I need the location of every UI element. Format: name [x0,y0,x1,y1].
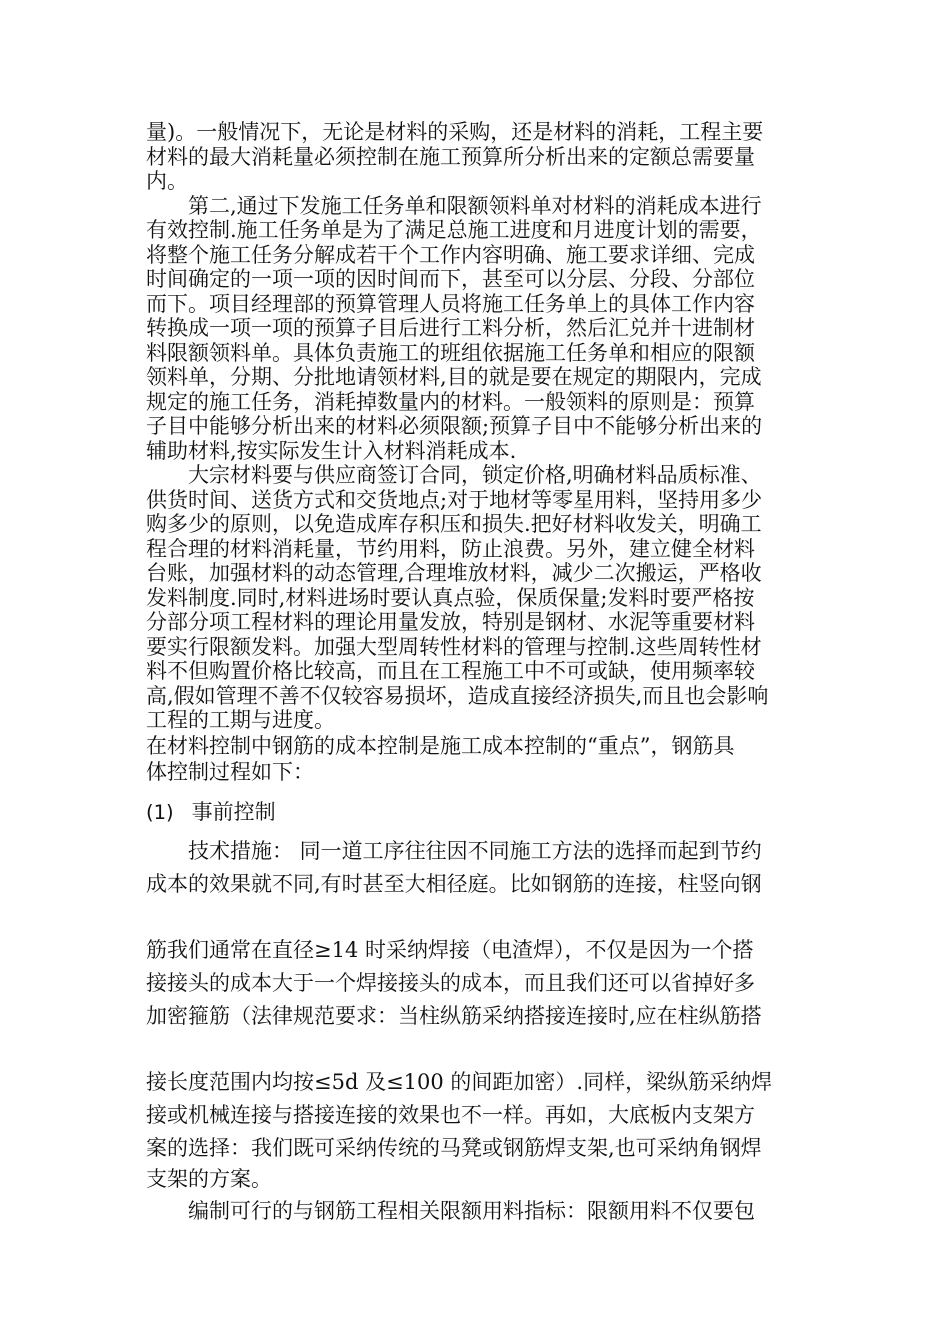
paragraph-task-order [146,194,806,464]
text-line: 程合理的材料消耗量，节约用料，防止浪费。另外，建立健全材料 [146,536,755,561]
document-body [146,120,806,1228]
text-line: 转换成一项一项的预算子目后进行工料分析，然后汇兑并十进制材 [146,316,755,340]
paragraph-rebar-cost [146,733,806,785]
text-line: 将整个施工任务分解成若干个工作内容明确、施工要求详细、完成 [146,242,755,267]
text-line: 大宗材料要与供应商签订合同，锁定价格,明确材料品质标准、 [188,463,762,487]
paragraph-technical-measures [146,835,806,901]
text-line: 辅助材料,按实际发生计入材料消耗成本. [146,438,517,463]
text-line: 技术措施： 同一道工序往往因不同施工方法的选择而起到节约 [188,838,762,863]
text-line: 工程的工期与进度。 [146,708,335,732]
text-line: 台账，加强材料的动态管理,合理堆放材料，减少二次搬运，严格收 [146,561,762,585]
text-line: 加密箍筋（法律规范要求：当柱纵筋采纳搭接连接时,应在柱纵筋搭 [146,1003,762,1028]
text-line: 接长度范围内均按≤5d 及≤100 的间距加密）.同样，梁纵筋采纳焊 [146,1069,773,1094]
text-line: 案的选择：我们既可采纳传统的马凳或钢筋焊支架,也可采纳角钢焊 [146,1135,762,1160]
paragraph-rebar-welding [146,934,806,1033]
text-line: 供货时间、送货方式和交货地点;对于地材等零星用料，坚持用多少 [146,487,763,512]
paragraph-bulk-materials [146,463,806,733]
text-line: 体控制过程如下： [146,759,314,784]
text-line: 成本的效果就不同,有时甚至大相径庭。比如钢筋的连接，柱竖向钢 [146,871,762,896]
text-line: 规定的施工任务，消耗掉数量内的材料。一般领料的原则是：预算 [146,389,755,414]
heading-number: (1) [146,800,174,824]
text-line: 接接头的成本大于一个焊接接头的成本，而且我们还可以省掉好多 [146,970,755,995]
text-line: 料不但购置价格比较高，而且在工程施工中不可或缺，使用频率较 [146,659,755,683]
text-line: 材料的最大消耗量必须控制在施工预算所分析出来的定额总需要量 [146,144,755,169]
text-line: 接或机械连接与搭接连接的效果也不一样。再如，大底板内支架方 [146,1102,755,1127]
text-line: 而下。项目经理部的预算管理人员将施工任务单上的具体工作内容 [146,291,755,316]
text-line: 领料单，分期、分批地请领材料,目的就是要在规定的期限内，完成 [146,365,762,389]
text-line: 在材料控制中钢筋的成本控制是施工成本控制的“重点”，钢筋具 [146,733,735,758]
text-line: 发料制度.同时,材料进场时要认真点验，保质保量;发料时要严格按 [146,585,755,610]
text-line: 量)。一般情况下，无论是材料的采购，还是材料的消耗，工程主要 [146,120,764,144]
text-line: 料限额领料单。具体负责施工的班组依据施工任务单和相应的限额 [146,340,755,365]
text-line: 购多少的原则，以免造成库存积压和损失.把好材料收发关，明确工 [146,512,762,536]
text-line: 要实行限额发料。加强大型周转性材料的管理与控制.这些周转性材 [146,634,762,659]
text-line: 筋我们通常在直径≥14 时采纳焊接（电渣焊），不仅是因为一个搭 [146,937,754,962]
text-line: 内。 [146,169,188,193]
text-line: 高,假如管理不善不仅较容易损坏，造成直接经济损失,而且也会影响 [146,683,769,708]
text-line: 第二,通过下发施工任务单和限额领料单对材料的消耗成本进行 [188,193,762,218]
paragraph-material-consumption [146,120,806,194]
text-line: 分部分项工程材料的理论用量发放，特别是钢材、水泥等重要材料 [146,610,755,634]
text-line: 编制可行的与钢筋工程相关限额用料指标：限额用料不仅要包 [188,1198,755,1223]
heading-text: 事前控制 [191,799,276,824]
text-line: 支架的方案。 [146,1166,272,1191]
paragraph-quota-indicators [146,1195,806,1228]
text-line: 时间确定的一项一项的因时间而下，甚至可以分层、分段、分部位 [146,267,755,291]
text-line: 有效控制.施工任务单是为了满足总施工进度和月进度计划的需要， [146,218,762,242]
paragraph-rebar-support [146,1066,806,1193]
text-line: 子目中能够分析出来的材料必须限额;预算子目中不能够分析出来的 [146,414,763,438]
section-heading [146,797,806,827]
